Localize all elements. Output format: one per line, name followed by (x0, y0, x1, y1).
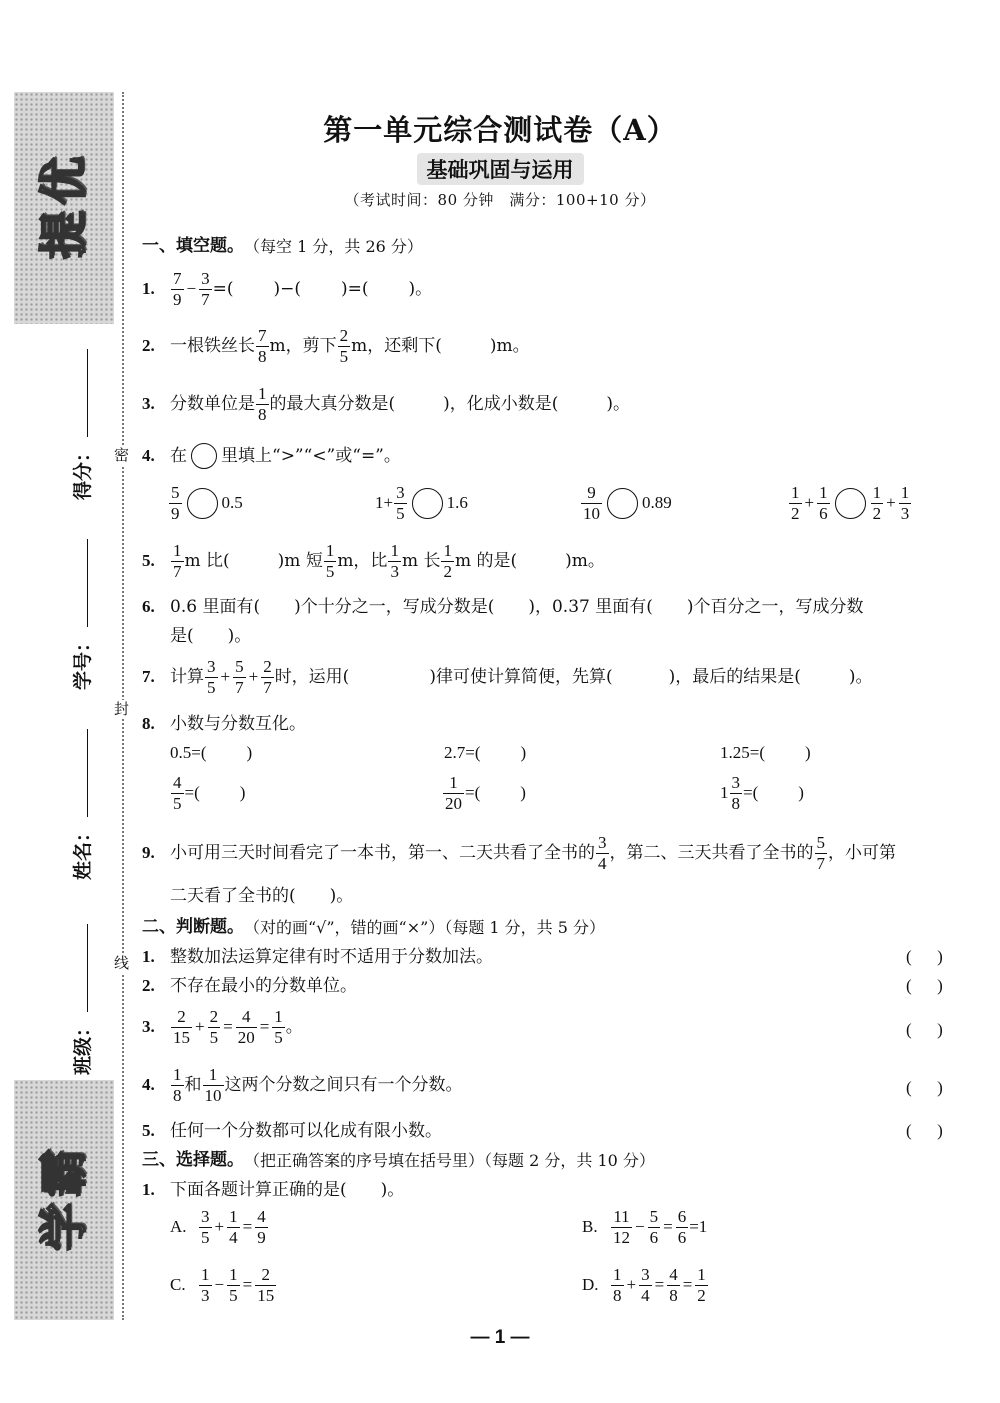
numerator: 1 (819, 483, 828, 502)
question-number: 2. (142, 336, 155, 356)
numerator: 1 (325, 541, 335, 560)
denominator: 12 (613, 1227, 630, 1247)
text: 一根铁丝长 (170, 336, 255, 357)
numerator: 1 (201, 1265, 210, 1284)
text: 在 (170, 445, 187, 466)
numerator: 1 (697, 1265, 706, 1284)
denominator: 5 (325, 561, 335, 581)
section3-note: （把正确答案的序号填在括号里）（每题 2 分，共 10 分） (244, 1150, 655, 1170)
text: )律可使计算简便，先算( (429, 667, 613, 688)
text: ) (520, 783, 526, 803)
fraction (171, 774, 184, 813)
text: 二天看了全书的( )。 (170, 886, 354, 906)
question-1-7 (142, 658, 873, 697)
denominator: 5 (339, 346, 349, 366)
judge-answer-box[interactable]: ( ) (906, 976, 943, 995)
text: =( (465, 783, 481, 803)
numerator: 3 (201, 269, 210, 288)
denominator: 15 (257, 1285, 275, 1305)
seal-char-feng: 封 (114, 700, 130, 718)
question-number: 3. (142, 394, 155, 414)
numerator: 5 (649, 1207, 659, 1226)
question-1-9 (142, 834, 896, 873)
text: 。 (285, 1017, 303, 1038)
text: m 长 (401, 551, 441, 572)
denominator: 2 (443, 561, 452, 581)
plus-sign: + (804, 493, 815, 513)
question-1-1 (142, 270, 432, 309)
denominator: 8 (258, 346, 267, 366)
text: )m。 (565, 551, 605, 572)
text: )−( (273, 279, 301, 300)
denominator: 2 (872, 503, 882, 523)
numerator: 5 (816, 833, 825, 852)
equals-sign: = (259, 1017, 270, 1037)
convert-item-3 (720, 743, 811, 763)
text: 时，运用( (274, 667, 350, 688)
question-number: 9. (142, 843, 155, 863)
fraction (255, 1266, 276, 1305)
denominator: 5 (274, 1027, 283, 1047)
text: m，比 (337, 551, 388, 572)
text: 任何一个分数都可以化成有限小数。 (170, 1121, 442, 1141)
page-number: — 1 — (470, 1327, 530, 1348)
plus-sign: + (886, 493, 896, 513)
denominator: 10 (204, 1085, 222, 1105)
brand-box-bottom (14, 1080, 114, 1320)
denominator: 3 (390, 561, 399, 581)
fraction (611, 1266, 624, 1305)
equals-sign: = (242, 1217, 253, 1237)
field-name (68, 729, 95, 880)
page-title: 第一单元综合测试卷（A） (323, 113, 677, 147)
question-number: 2. (142, 976, 155, 995)
fraction (205, 658, 218, 697)
denominator: 4 (229, 1227, 238, 1247)
convert-item-4 (170, 774, 245, 813)
question-1-3 (142, 385, 630, 424)
question-number: 1. (142, 947, 155, 966)
text: m 的是( (454, 551, 518, 572)
section1-note: （每空 1 分，共 26 分） (244, 236, 423, 256)
text: 计算 (170, 667, 204, 688)
numerator: 5 (235, 657, 244, 676)
text: ，小可第 (828, 843, 896, 864)
judge-answer-box[interactable]: ( ) (906, 947, 943, 966)
numerator: 4 (173, 773, 182, 792)
judge-question-2 (142, 976, 357, 996)
plus-sign: + (220, 667, 231, 687)
text: 里填上“>”“<”或“=”。 (221, 445, 401, 466)
text: )，最后的结果是( (668, 667, 801, 688)
text: =( (184, 783, 200, 803)
fraction (817, 484, 830, 523)
fraction (676, 1208, 689, 1247)
numerator: 1 (229, 1207, 238, 1226)
denominator: 15 (173, 1027, 190, 1047)
text: )m。 (489, 336, 530, 357)
text: )。 (606, 394, 631, 415)
denominator: 7 (173, 561, 182, 581)
judge-question-4 (142, 1066, 463, 1105)
numerator: 9 (587, 483, 596, 502)
section3-heading-line (142, 1150, 655, 1170)
fraction (338, 327, 351, 366)
text: =1 (689, 1217, 708, 1237)
numerator: 2 (339, 326, 349, 345)
field-student-id (68, 539, 95, 690)
fraction (261, 658, 274, 697)
choice-option-b[interactable] (582, 1208, 707, 1247)
question-number: 6. (142, 597, 155, 616)
denominator: 4 (641, 1285, 650, 1305)
operator: − (214, 1275, 225, 1295)
field-class-line[interactable] (76, 924, 88, 1012)
compare-circle[interactable] (835, 488, 866, 519)
question-number: 8. (142, 714, 155, 733)
operator: + (626, 1275, 637, 1295)
equals-sign: = (663, 1217, 673, 1237)
numerator: 1 (390, 541, 399, 560)
section1-heading-line (142, 236, 423, 256)
field-student-id-label: 学号： (72, 632, 94, 690)
fraction (441, 542, 454, 581)
numerator: 1 (449, 773, 458, 792)
numerator: 2 (209, 1007, 219, 1026)
numerator: 5 (171, 483, 180, 502)
fraction (256, 385, 269, 424)
denominator: 9 (173, 289, 182, 309)
denominator: 8 (669, 1285, 678, 1305)
fraction (171, 542, 184, 581)
judge-answer-box[interactable]: ( ) (906, 1078, 943, 1097)
question-1-6-cont (170, 626, 251, 646)
equals-sign: = (654, 1275, 665, 1295)
fraction (199, 270, 212, 309)
question-1-5 (142, 542, 605, 581)
seal-char-mi: 密 (114, 446, 130, 464)
fraction (171, 1066, 184, 1105)
text: 1.25=( (720, 743, 765, 762)
text: 下面各题计算正确的是( )。 (170, 1180, 405, 1200)
whole-part: 1 (720, 783, 729, 803)
option-label: C. (170, 1275, 186, 1295)
numerator: 2 (177, 1007, 186, 1026)
numerator: 6 (677, 1207, 687, 1226)
choice-option-a[interactable] (170, 1208, 269, 1247)
denominator: 7 (235, 677, 244, 697)
denominator: 7 (263, 677, 272, 697)
fraction (236, 1008, 257, 1047)
choice-option-c[interactable] (170, 1266, 277, 1305)
text: )=( (341, 279, 369, 300)
denominator: 5 (207, 677, 216, 697)
text: 1.6 (446, 493, 468, 513)
fraction (233, 658, 246, 697)
compare-circle[interactable] (187, 488, 218, 519)
field-score-label: 得分： (72, 442, 94, 500)
text: )。 (408, 279, 433, 300)
field-class-label: 班级： (72, 1017, 94, 1075)
equals-sign: = (223, 1017, 233, 1037)
convert-item-2 (444, 743, 526, 763)
denominator: 5 (396, 503, 405, 523)
question-1-9-cont (170, 886, 353, 906)
mixed-number (720, 774, 743, 813)
numerator: 3 (598, 833, 607, 852)
fraction (789, 484, 802, 523)
text: 和 (184, 1075, 202, 1096)
text: 不存在最小的分数单位。 (170, 976, 357, 996)
text: ) (246, 743, 253, 762)
convert-item-6 (720, 774, 804, 813)
exam-info: （考试时间：80 分钟 满分：100+10 分） (344, 191, 656, 209)
denominator: 8 (258, 404, 267, 424)
option-label: A. (170, 1217, 187, 1237)
text: )。 (848, 667, 873, 688)
fraction (581, 484, 602, 523)
numerator: 3 (201, 1207, 210, 1226)
compare-circle[interactable] (412, 488, 443, 519)
text: 0.6 里面有( )个十分之一，写成分数是( )，0.37 里面有( )个百分之一，写成分数 (170, 597, 864, 617)
field-name-label: 姓名： (72, 822, 94, 880)
numerator: 1 (173, 1065, 182, 1084)
brand-char: 提 (35, 210, 92, 260)
text: 分数单位是 (170, 394, 255, 415)
fraction (667, 1266, 680, 1305)
text: 小可用三天时间看完了一本书，第一、二天共看了全书的 (170, 843, 595, 864)
text: 0.5=( (170, 743, 207, 762)
field-score-line[interactable] (76, 349, 88, 437)
numerator: 1 (872, 483, 882, 502)
denominator: 20 (237, 1027, 255, 1047)
fraction (255, 1208, 268, 1247)
denominator: 20 (445, 793, 462, 813)
brand-char: 优 (35, 156, 92, 206)
text: 这两个分数之间只有一个分数。 (224, 1075, 463, 1096)
text: m 比( (184, 551, 230, 572)
question-number: 1. (142, 1180, 155, 1199)
text: 整数加法运算定律有时不适用于分数加法。 (170, 947, 493, 967)
judge-answer-box[interactable]: ( ) (906, 1121, 943, 1140)
denominator: 6 (677, 1227, 687, 1247)
question-1-8 (142, 714, 306, 734)
numerator: 3 (396, 483, 405, 502)
fraction (199, 1266, 212, 1305)
brand-char: 霸 (35, 1148, 92, 1198)
section2-heading-line (142, 917, 605, 937)
numerator: 2 (261, 1265, 270, 1284)
numerator: 2 (263, 657, 272, 676)
numerator: 7 (258, 326, 267, 345)
section3-heading: 三、选择题。 (142, 1150, 244, 1170)
text: 是( )。 (170, 626, 252, 646)
numerator: 1 (791, 483, 800, 502)
convert-item-1 (170, 743, 252, 763)
minus-sign: − (186, 279, 197, 299)
denominator: 2 (791, 503, 800, 523)
question-1-4 (142, 443, 401, 469)
subtitle-wrap (0, 153, 1000, 185)
numerator: 3 (641, 1265, 650, 1284)
text: 0.5 (221, 493, 243, 513)
fraction (171, 1008, 192, 1047)
denominator: 5 (229, 1285, 238, 1305)
section1-heading: 一、填空题。 (142, 236, 244, 256)
question-number: 5. (142, 551, 155, 571)
fraction (639, 1266, 652, 1305)
denominator: 3 (900, 503, 910, 523)
question-1-6 (142, 597, 864, 617)
text: 0.89 (642, 493, 672, 513)
judge-question-1 (142, 947, 493, 967)
fraction (596, 834, 609, 873)
option-label: D. (582, 1275, 599, 1295)
brand-char: 学 (35, 1202, 92, 1252)
question-number: 4. (142, 1075, 155, 1095)
numerator: 3 (731, 773, 740, 792)
plus-sign: + (195, 1017, 205, 1037)
fraction (730, 774, 743, 813)
text: 小数与分数互化。 (170, 714, 306, 734)
compare-item-d (788, 484, 912, 523)
fraction (388, 542, 401, 581)
fraction (208, 1008, 221, 1047)
denominator: 5 (209, 1027, 219, 1047)
fraction (171, 270, 184, 309)
operator: + (214, 1217, 225, 1237)
compare-item-a (168, 484, 243, 523)
section2-heading: 二、判断题。 (142, 917, 244, 937)
question-number: 4. (142, 445, 155, 465)
question-number: 7. (142, 667, 155, 687)
plus-sign: + (248, 667, 259, 687)
text: 的最大真分数是( (269, 394, 396, 415)
fraction (199, 1208, 212, 1247)
circle-icon (191, 443, 217, 469)
numerator: 1 (173, 541, 182, 560)
denominator: 6 (649, 1227, 659, 1247)
numerator: 1 (208, 1065, 218, 1084)
field-score (68, 349, 95, 500)
denominator: 6 (819, 503, 828, 523)
numerator: 1 (229, 1265, 238, 1284)
text: =( (743, 783, 759, 803)
operator: − (635, 1217, 645, 1237)
text: ，第二、三天共看了全书的 (609, 843, 814, 864)
text: 2.7=( (444, 743, 481, 762)
judge-answer-box[interactable]: ( ) (906, 1020, 943, 1039)
equals-sign: = (682, 1275, 693, 1295)
seal-char-xian: 线 (114, 954, 130, 972)
numerator: 1 (900, 483, 910, 502)
numerator: 4 (669, 1265, 678, 1284)
fraction (324, 542, 337, 581)
question-number: 5. (142, 1121, 155, 1140)
denominator: 7 (201, 289, 210, 309)
denominator: 3 (201, 1285, 210, 1305)
fraction (871, 484, 884, 523)
choice-question-1 (142, 1180, 404, 1200)
fraction (899, 484, 912, 523)
denominator: 8 (613, 1285, 622, 1305)
denominator: 9 (257, 1227, 266, 1247)
text: 1+ (375, 493, 394, 513)
fraction (815, 834, 828, 873)
subtitle: 基础巩固与运用 (417, 153, 584, 185)
choice-option-d[interactable] (582, 1266, 709, 1305)
denominator: 5 (201, 1227, 210, 1247)
fraction (169, 484, 182, 523)
text: ) (239, 783, 246, 803)
denominator: 4 (598, 853, 607, 873)
compare-item-b (375, 484, 468, 523)
equals-sign: = (242, 1275, 253, 1295)
denominator: 8 (173, 1085, 182, 1105)
question-number: 3. (142, 1017, 155, 1037)
fraction (648, 1208, 661, 1247)
fraction (203, 1066, 224, 1105)
section2-note: （对的画“√”，错的画“×”）（每题 1 分，共 5 分） (244, 917, 606, 937)
numerator: 7 (173, 269, 182, 288)
option-label: B. (582, 1217, 598, 1237)
judge-question-5 (142, 1121, 442, 1141)
fraction (227, 1266, 240, 1305)
text: =( (212, 279, 234, 300)
text: ) (798, 783, 804, 803)
text: )m 短 (277, 551, 323, 572)
question-number: 1. (142, 279, 155, 299)
denominator: 10 (583, 503, 600, 523)
compare-circle[interactable] (607, 488, 638, 519)
text: ) (805, 743, 811, 762)
judge-question-3 (142, 1008, 303, 1047)
denominator: 7 (816, 853, 825, 873)
field-class (68, 924, 95, 1075)
numerator: 3 (207, 657, 216, 676)
text: )，化成小数是( (443, 394, 559, 415)
numerator: 4 (257, 1207, 266, 1226)
denominator: 9 (171, 503, 180, 523)
field-name-line[interactable] (76, 729, 88, 817)
text: m，剪下 (269, 336, 337, 357)
fraction (695, 1266, 708, 1305)
denominator: 8 (731, 793, 740, 813)
numerator: 1 (443, 541, 452, 560)
denominator: 5 (173, 793, 182, 813)
numerator: 4 (241, 1007, 251, 1026)
convert-item-5 (442, 774, 526, 813)
fraction (227, 1208, 240, 1247)
fraction (256, 327, 269, 366)
numerator: 1 (613, 1265, 622, 1284)
question-1-2 (142, 327, 530, 366)
denominator: 2 (697, 1285, 706, 1305)
field-student-id-line[interactable] (76, 539, 88, 627)
numerator: 1 (274, 1007, 283, 1026)
fraction (611, 1208, 632, 1247)
numerator: 11 (613, 1207, 630, 1226)
text: ) (520, 743, 527, 762)
fraction (272, 1008, 285, 1047)
fraction (394, 484, 407, 523)
fraction (443, 774, 464, 813)
compare-item-c (580, 484, 672, 523)
numerator: 1 (258, 384, 267, 403)
text: m，还剩下( (351, 336, 442, 357)
